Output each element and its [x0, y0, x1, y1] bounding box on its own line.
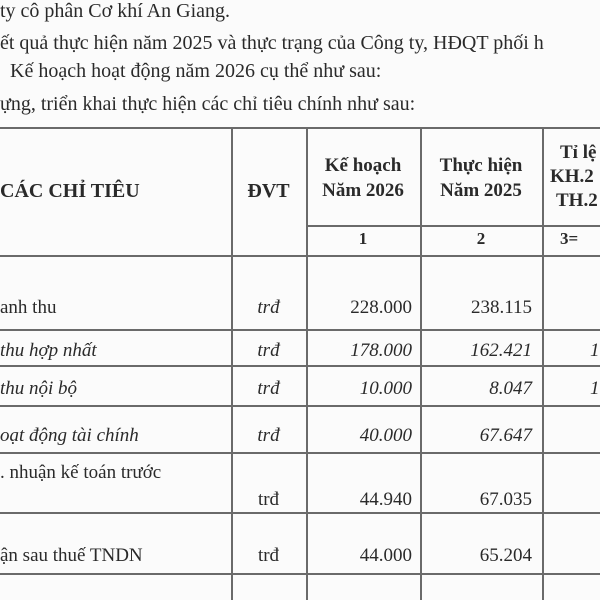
table-rule [0, 329, 600, 331]
row-plan: 228.000 [350, 297, 412, 318]
header-plan: Kế hoạch [324, 155, 402, 176]
row-plan: 178.000 [350, 340, 412, 361]
row-ratio: 1 [590, 378, 600, 399]
row-actual: 67.647 [479, 425, 532, 446]
table-rule [542, 127, 544, 600]
row-plan: 40.000 [359, 425, 412, 446]
header-ratio: TH.2 [556, 190, 598, 211]
row-unit: trđ [257, 489, 280, 510]
row-actual: 65.204 [479, 545, 532, 566]
header-plan: Năm 2026 [322, 180, 404, 201]
table-rule [0, 573, 600, 575]
paragraph-line: ết quả thực hiện năm 2025 và thực trạng của Công ty, HĐQT phối h [0, 32, 544, 54]
header-unit: ĐVT [247, 180, 290, 202]
row-label: oạt động tài chính [0, 425, 139, 446]
row-unit: trđ [257, 378, 280, 399]
row-unit: trđ [257, 297, 280, 318]
table-rule [0, 255, 600, 257]
row-plan: 10.000 [359, 378, 412, 399]
row-unit: trđ [257, 425, 280, 446]
column-number: 3= [560, 229, 579, 248]
header-actual: Năm 2025 [440, 180, 522, 201]
header-indicator: CÁC CHỈ TIÊU [0, 180, 140, 202]
row-plan: 44.000 [359, 545, 412, 566]
column-number: 1 [358, 229, 368, 248]
row-actual: 238.115 [470, 297, 532, 318]
table-rule [0, 452, 600, 454]
row-plan: 44.940 [359, 489, 412, 510]
table-rule [0, 405, 600, 407]
row-actual: 67.035 [479, 489, 532, 510]
header-ratio: KH.2 [550, 166, 594, 187]
row-ratio: 1 [590, 340, 600, 361]
row-label: . nhuận kế toán trước [0, 462, 162, 483]
row-label: thu hợp nhất [0, 340, 97, 361]
row-label: anh thu [0, 297, 57, 318]
table-rule [0, 512, 600, 514]
column-number: 2 [476, 229, 486, 248]
row-label: thu nội bộ [0, 378, 78, 399]
row-unit: trđ [257, 545, 280, 566]
table-rule [0, 365, 600, 367]
table-rule [306, 225, 600, 227]
row-actual: 8.047 [489, 378, 532, 399]
row-unit: trđ [257, 340, 280, 361]
row-actual: 162.421 [470, 340, 532, 361]
row-label: ận sau thuế TNDN [0, 545, 143, 566]
header-ratio: Tỉ lệ [560, 142, 597, 163]
header-actual: Thực hiện [439, 155, 523, 176]
paragraph-line: Kế hoạch hoạt động năm 2026 cụ thể như sau: [10, 60, 382, 82]
table-rule [0, 127, 600, 129]
paragraph-line: ty cô phân Cơ khí An Giang. [0, 0, 230, 22]
paragraph-line: ựng, triển khai thực hiện các chỉ tiêu chính như sau: [0, 93, 416, 115]
